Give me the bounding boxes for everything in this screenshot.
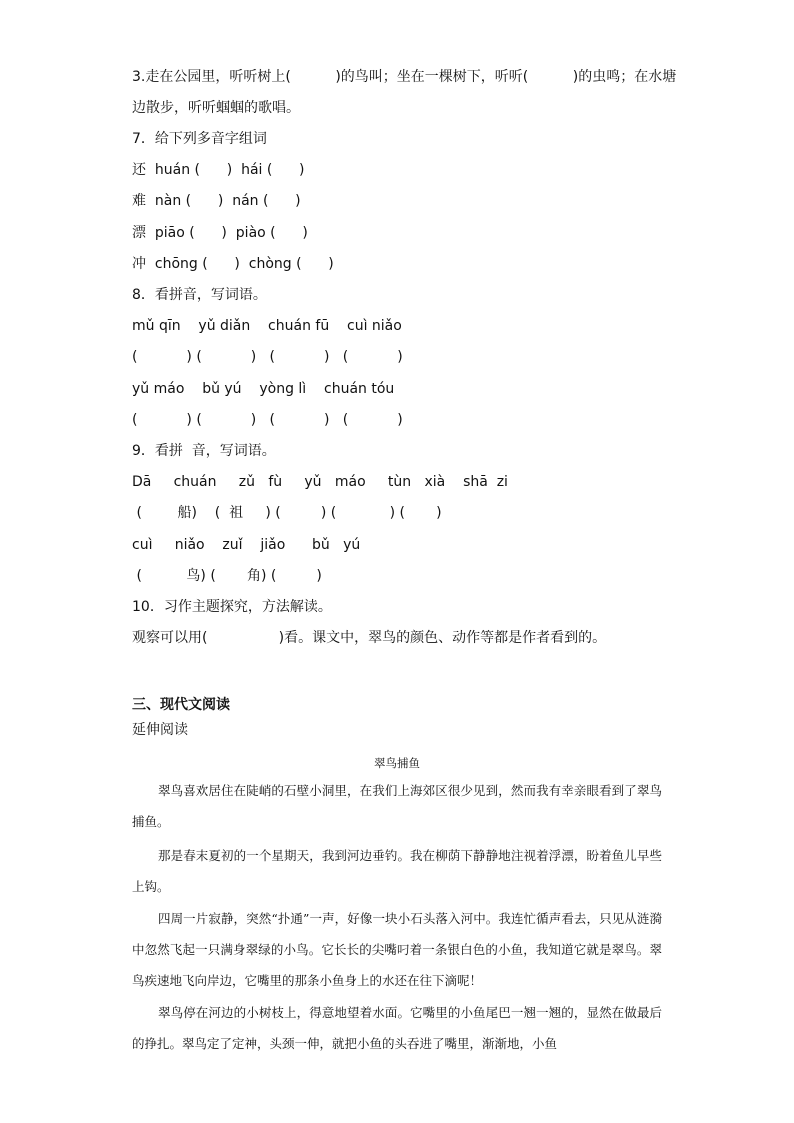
passage-paragraph: 那是春末夏初的一个星期天，我到河边垂钓。我在柳荫下静静地注视着浮漂，盼着鱼儿早些上钩。 (132, 848, 662, 894)
section-heading: 三、现代文阅读 (132, 697, 230, 713)
q8-pinyin-row: mǔ qīn yǔ diǎn chuán fū cuì niǎo (132, 318, 402, 334)
q8-blank-row: ( ) ( ) ( ) ( ) (132, 412, 403, 428)
q8-pinyin-row: yǔ máo bǔ yú yòng lì chuán tóu (132, 381, 395, 397)
q7-title: 7．给下列多音字组词 (132, 131, 267, 147)
q7-row: 难 nàn ( ) nán ( ) (132, 193, 301, 209)
q9-title: 9．看拼 音，写词语。 (132, 443, 276, 459)
passage-paragraph: 四周一片寂静，突然“扑通”一声，好像一块小石头落入河中。我连忙循声看去，只见从涟漪中忽然飞起一只满身翠绿的小鸟。它长长的尖嘴叼着一条银白色的小鱼，我知道它就是翠鸟。翠鸟疾速地飞向岸边，它嘴里的那条小鱼身上的水还在往下滴呢！ (132, 911, 662, 988)
q9-blank-row: ( 船) ( 祖 ) ( ) ( ) ( ) (132, 505, 442, 521)
section-subheading: 延伸阅读 (132, 722, 188, 738)
q10-title: 10．习作主题探究，方法解读。 (132, 599, 332, 615)
q9-blank-row: ( 鸟) ( 角) ( ) (132, 568, 322, 584)
passage-title: 翠鸟捕鱼 (374, 756, 420, 770)
q9-pinyin-row: Dā chuán zǔ fù yǔ máo tùn xià shā zi (132, 474, 508, 490)
passage-paragraph: 翠鸟停在河边的小树枝上，得意地望着水面。它嘴里的小鱼尾巴一翘一翘的，显然在做最后的挣扎。翠鸟定了定神，头颈一伸，就把小鱼的头吞进了嘴里，渐渐地，小鱼 (132, 1005, 662, 1051)
q8-blank-row: ( ) ( ) ( ) ( ) (132, 349, 403, 365)
passage-paragraph: 翠鸟喜欢居住在陡峭的石壁小洞里，在我们上海郊区很少见到，然而我有幸亲眼看到了翠鸟捕鱼。 (132, 783, 662, 829)
q7-row: 冲 chōng ( ) chòng ( ) (132, 256, 334, 272)
q9-pinyin-row: cuì niǎo zuǐ jiǎo bǔ yú (132, 537, 361, 553)
q10-line: 观察可以用( )看。课文中，翠鸟的颜色、动作等都是作者看到的。 (132, 630, 607, 646)
q3-line-2: 边散步，听听蝈蝈的歌唱。 (132, 100, 300, 116)
q8-title: 8．看拼音，写词语。 (132, 287, 267, 303)
q7-row: 漂 piāo ( ) piào ( ) (132, 225, 308, 241)
q3-line-1: 3.走在公园里，听听树上( )的鸟叫；坐在一棵树下，听听( )的虫鸣；在水塘 (132, 69, 677, 85)
q7-row: 还 huán ( ) hái ( ) (132, 162, 305, 178)
